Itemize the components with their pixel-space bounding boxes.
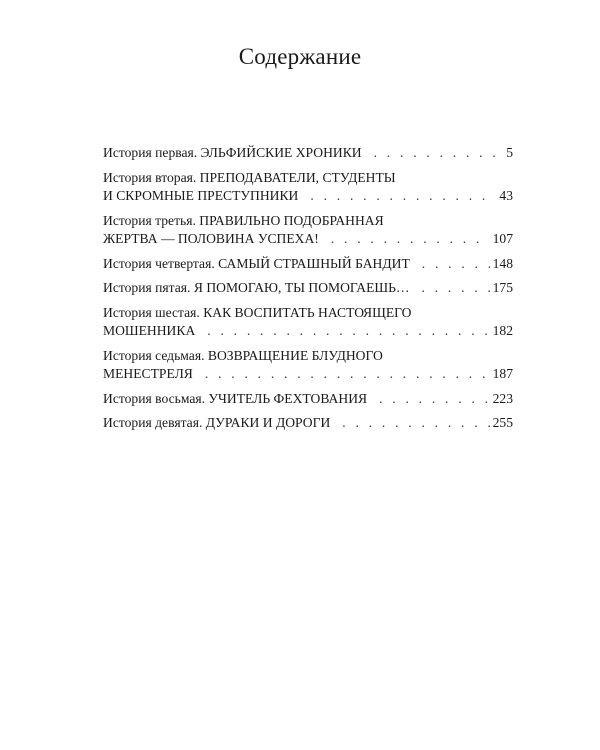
toc-entry-last-line (103, 322, 513, 341)
toc-entry-text: История пятая. Я ПОМОГАЮ, ТЫ ПОМОГАЕШЬ… (103, 280, 410, 295)
dot-leader (331, 230, 490, 249)
toc-entry-text: МОШЕННИКА (103, 323, 196, 338)
toc-entry (103, 347, 513, 384)
page-title: Содержание (238, 44, 362, 69)
dot-leader (207, 322, 489, 341)
toc-entry-line: История седьмая. ВОЗВРАЩЕНИЕ БЛУДНОГО (103, 347, 383, 363)
toc-entry-last-line (103, 279, 513, 298)
dot-leader (205, 365, 490, 384)
toc-entry-text: История четвертая. САМЫЙ СТРАШНЫЙ БАНДИТ (103, 255, 410, 271)
toc-entry-last-line (103, 390, 513, 409)
dot-leader (422, 279, 490, 298)
toc-entry (103, 169, 513, 206)
toc-entry (103, 279, 513, 298)
toc-entry-text: МЕНЕСТРЕЛЯ (103, 366, 193, 381)
toc-entry-text: История девятая. ДУРАКИ И ДОРОГИ (103, 415, 331, 430)
toc-entry (103, 255, 513, 274)
toc-entry-last-line (103, 365, 513, 384)
page-number: 255 (492, 415, 513, 430)
dot-leader (422, 255, 490, 274)
page-number: 223 (492, 390, 513, 406)
toc-entry-line: История шестая. КАК ВОСПИТАТЬ НАСТОЯЩЕГО (103, 304, 412, 320)
page-number: 175 (492, 280, 513, 295)
page-number: 43 (499, 188, 513, 203)
page-number: 148 (492, 255, 513, 271)
table-of-contents (103, 144, 513, 439)
toc-entry (103, 144, 513, 163)
toc-entry-last-line (103, 230, 513, 249)
page-number: 182 (492, 323, 513, 338)
dot-leader (342, 414, 489, 433)
toc-entry-last-line (103, 187, 513, 206)
toc-entry-text: ЖЕРТВА — ПОЛОВИНА УСПЕХА! (103, 231, 319, 246)
toc-entry (103, 212, 513, 249)
toc-entry-text: История первая. ЭЛЬФИЙСКИЕ ХРОНИКИ (103, 145, 362, 160)
page-number: 107 (492, 231, 513, 246)
toc-entry (103, 304, 513, 341)
toc-entry-line: История вторая. ПРЕПОДАВАТЕЛИ, СТУДЕНТЫ (103, 169, 396, 185)
dot-leader (379, 390, 490, 409)
toc-entry-last-line (103, 255, 513, 274)
toc-entry-last-line (103, 144, 513, 163)
toc-entry-text: История восьмая. УЧИТЕЛЬ ФЕХТОВАНИЯ (103, 390, 368, 406)
toc-entry-text: И СКРОМНЫЕ ПРЕСТУПНИКИ (103, 188, 299, 203)
dot-leader (310, 187, 496, 206)
page-number: 187 (492, 366, 513, 381)
toc-entry-line: История третья. ПРАВИЛЬНО ПОДОБРАННАЯ (103, 212, 384, 228)
dot-leader (374, 144, 504, 163)
page-number: 5 (506, 145, 513, 160)
toc-entry (103, 390, 513, 409)
toc-entry-last-line (103, 414, 513, 433)
toc-entry (103, 414, 513, 433)
